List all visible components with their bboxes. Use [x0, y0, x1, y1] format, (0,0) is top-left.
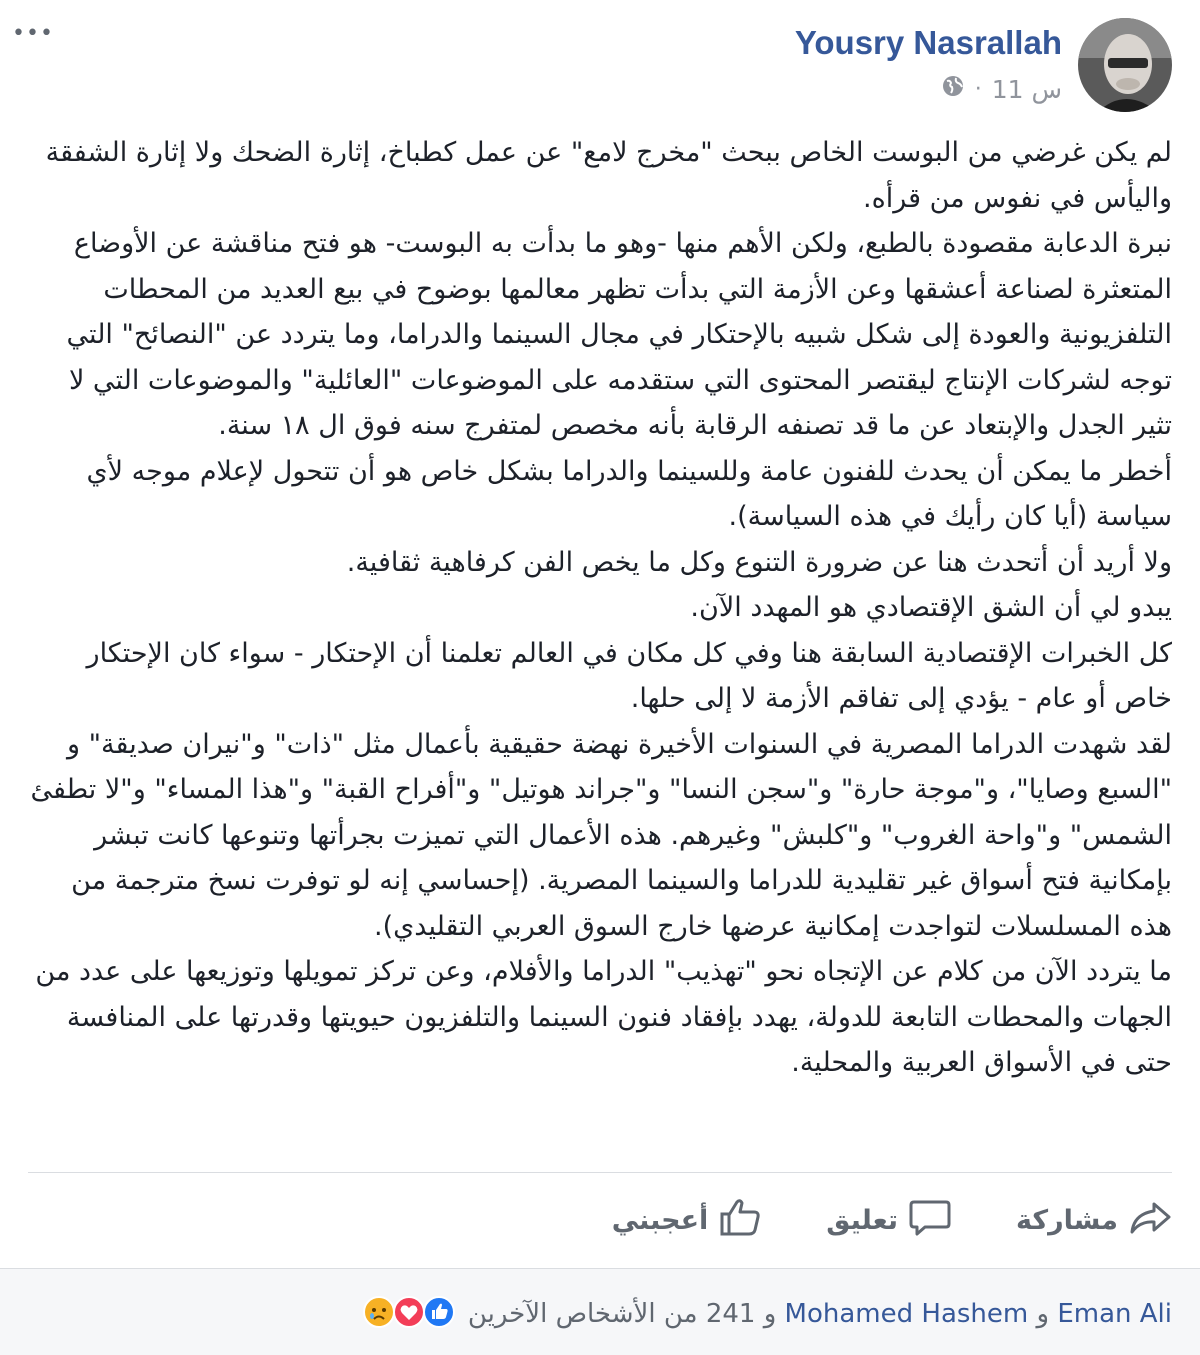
- divider: [28, 1172, 1172, 1173]
- reactions-summary[interactable]: [366, 1295, 1172, 1333]
- connector: و: [763, 1299, 777, 1329]
- globe-icon[interactable]: [941, 74, 965, 104]
- share-button[interactable]: [1016, 1196, 1172, 1245]
- share-label: مشاركة: [1016, 1204, 1118, 1236]
- post-timestamp[interactable]: 11 س: [991, 74, 1062, 104]
- author-avatar[interactable]: [1078, 18, 1172, 112]
- reactions-bar: [0, 1268, 1200, 1355]
- like-button[interactable]: [612, 1196, 763, 1245]
- comment-button[interactable]: [826, 1196, 952, 1245]
- meta-separator: ·: [974, 76, 982, 102]
- reactor-name[interactable]: Mohamed Hashem: [784, 1299, 1029, 1329]
- connector: و: [1036, 1299, 1050, 1329]
- post-paragraph: لقد شهدت الدراما المصرية في السنوات الأخيرة نهضة حقيقية بأعمال مثل "ذات" و"نيران صديقة" و "السبع وصايا"، و"موجة حارة" و"سجن النسا" و"جراند هوتيل" و"أفراح القبة" و"هذا المساء" و"لا تطفئ الشمس" و"واحة الغروب" و"كلبش" وغيرهم. هذه الأعمال التي تميزت بجرأتها وتنوعها كانت تبشر بإمكانية فتح أسواق غير تقليدية للدراما والسينما المصرية. (إحساسي إنه لو توفرت نسخ مترجمة من هذه المسلسلات لتواجدت إمكانية عرضها خارج السوق العربي التقليدي).: [30, 728, 1172, 942]
- post-actions: [548, 1190, 1172, 1250]
- others-suffix: من الأشخاص الآخرين: [467, 1299, 698, 1329]
- author-name[interactable]: Yousry Nasrallah: [794, 24, 1062, 61]
- more-options-icon[interactable]: •••: [12, 21, 54, 46]
- post-paragraph: ولا أريد أن أتحدث هنا عن ضرورة التنوع وكل ما يخص الفن كرفاهية ثقافية.: [346, 546, 1172, 578]
- share-icon: [1128, 1196, 1172, 1245]
- reaction-icons[interactable]: [366, 1295, 456, 1333]
- comment-icon: [908, 1196, 952, 1245]
- like-label: أعجبني: [611, 1204, 709, 1236]
- post-paragraph: كل الخبرات الإقتصادية السابقة هنا وفي كل مكان في العالم تعلمنا أن الإحتكار - سواء كان الإحتكار خاص أو عام - يؤدي إلى تفاقم الأزمة لا إلى حلها.: [86, 637, 1172, 714]
- post-paragraph: يبدو لي أن الشق الإقتصادي هو المهدد الآن.: [690, 592, 1172, 623]
- reactor-name[interactable]: Eman Ali: [1057, 1299, 1172, 1329]
- post-header: [795, 18, 1172, 112]
- love-reaction-icon: [396, 1295, 426, 1333]
- post-paragraph: نبرة الدعابة مقصودة بالطبع، ولكن الأهم منها -وهو ما بدأت به البوست- هو فتح مناقشة عن الأوضاع المتعثرة لصناعة أعشقها وعن الأزمة التي بدأت تظهر معالمها بوضوح في بيع العديد من المحطات التلفزيونية والعودة إلى شكل شبيه بالإحتكار في مجال السينما والدراما، وما يتردد عن "النصائح" التي توجه لشركات الإنتاج ليقتصر المحتوى التي ستقدمه على الموضوعات "العائلية" والموضوعات التي لا تثير الجدل والإبتعاد عن ما قد تصنفه الرقابة بأنه مخصص لمتفرج سنه فوق ال ١٨ سنة.: [66, 228, 1172, 441]
- thumbs-up-icon: [718, 1196, 762, 1245]
- reactions-text[interactable]: [468, 1299, 1172, 1329]
- post-paragraph: لم يكن غرضي من البوست الخاص ببحث "مخرج لامع" عن عمل كطباخ، إثارة الضحك ولا إثارة الشفقة واليأس في نفوس من قرأه.: [45, 137, 1172, 214]
- post-paragraph: أخطر ما يمكن أن يحدث للفنون عامة وللسينما والدراما بشكل خاص هو أن تتحول لإعلام موجه لأي سياسة (أيا كان رأيك في هذه السياسة).: [86, 455, 1172, 532]
- others-count: 241: [705, 1299, 756, 1329]
- sad-reaction-icon: [366, 1295, 396, 1333]
- like-reaction-icon: [426, 1295, 456, 1333]
- post-paragraph: ما يتردد الآن من كلام عن الإتجاه نحو "تهذيب" الدراما والأفلام، وعن تركز تمويلها وتوزيعها على عدد من الجهات والمحطات التابعة للدولة، يهدد بإفقاد فنون السينما والتلفزيون حيويتها وقدرتها على المنافسة حتى في الأسواق العربية والمحلية.: [35, 956, 1172, 1078]
- comment-label: تعليق: [826, 1204, 899, 1236]
- post-body: [22, 130, 1172, 1086]
